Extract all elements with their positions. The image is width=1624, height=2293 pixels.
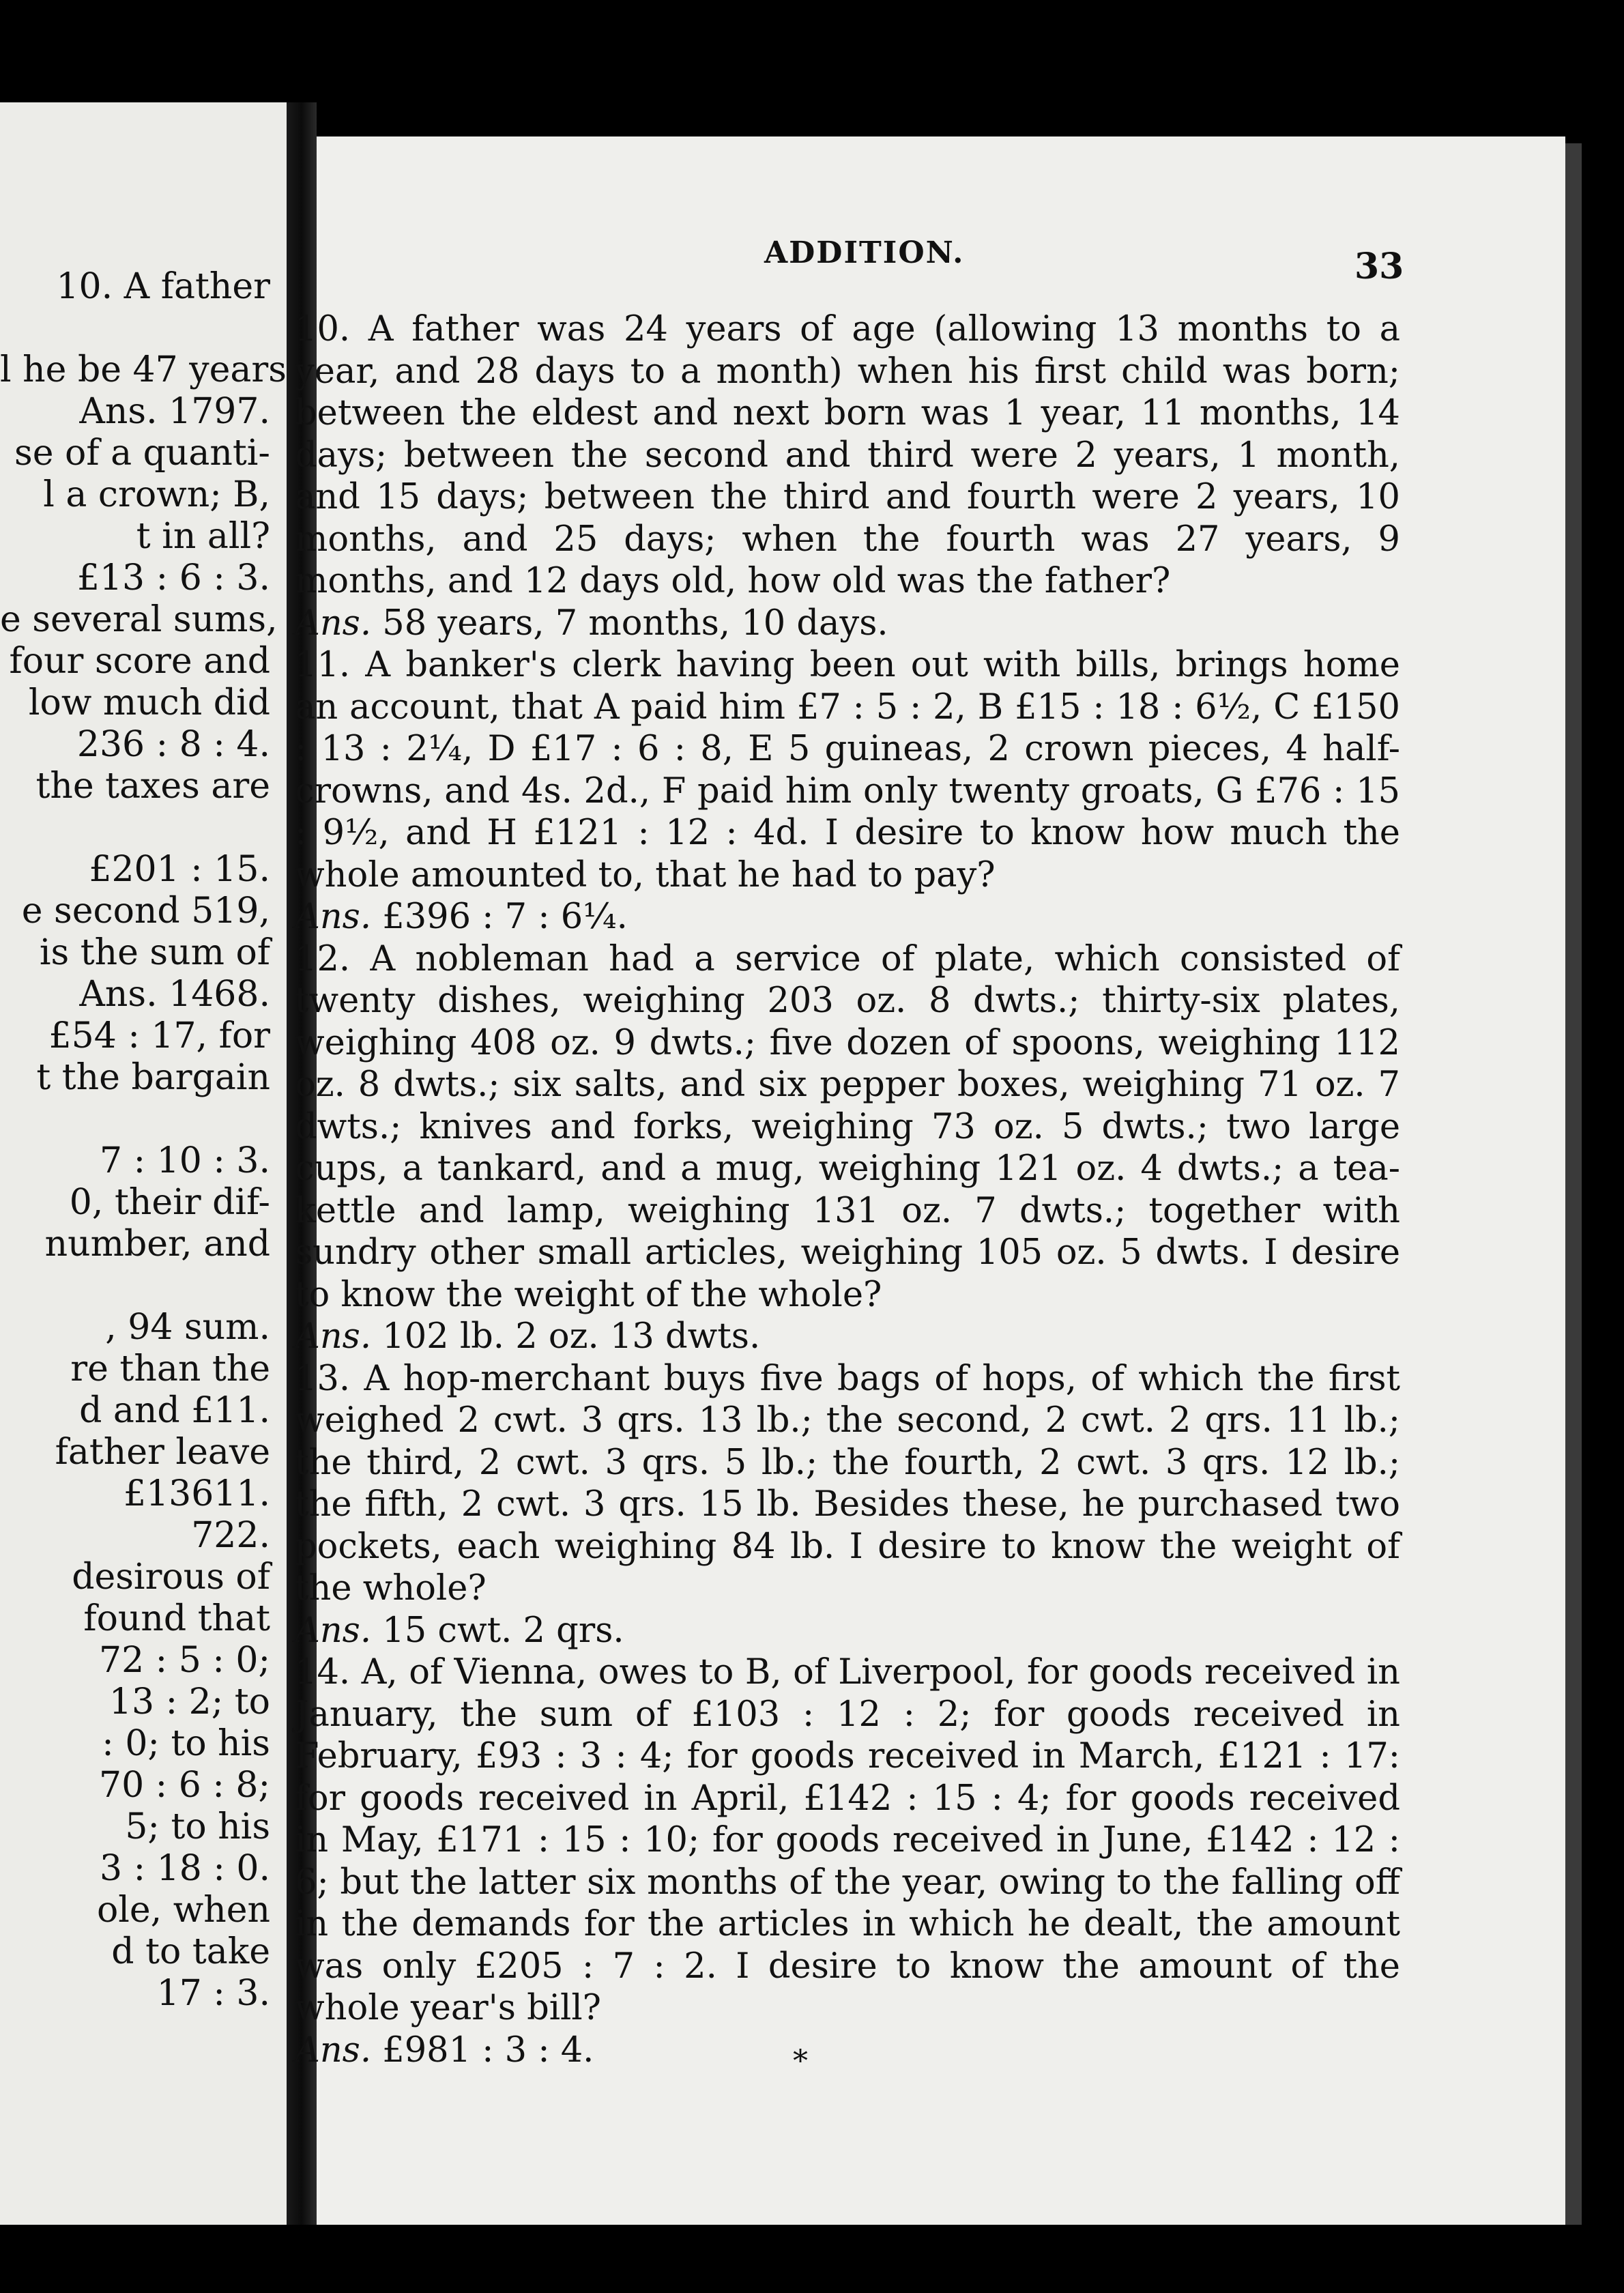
left-page-line: Ans. 1468.	[79, 974, 270, 1015]
left-page-line: , 94 sum.	[105, 1307, 270, 1348]
left-page-line: re than the	[70, 1349, 270, 1389]
problem-text: 12. A nobleman had a service of plate, which consisted of twenty dishes, weighing 203 oz. 8 dwts.; thirty-six plates, weighing 408 oz. 9 dwts.; five dozen of spoons, weighing 112 oz. 8 dwts.; six salts, and six pepper boxes, weighing 71 oz. 7 dwts.; knives and forks, weighing 73 oz. 5 dwts.; two large cups, a tankard, and a mug, weighing 121 oz. 4 dwts.; a tea-kettle and lamp, weighing 131 oz. 7 dwts.; together with sundry other small articles, weighing 105 oz. 5 dwts. I desire to know the weight of the whole?	[295, 938, 1400, 1315]
answer-value: 15 cwt. 2 qrs.	[382, 1610, 624, 1651]
page-body	[295, 308, 1400, 2071]
left-page-line: 17 : 3.	[156, 1973, 270, 2014]
left-page-line: 13 : 2; to	[108, 1682, 270, 1722]
left-page-line: £201 : 15.	[89, 849, 270, 890]
left-page-line: £54 : 17, for	[48, 1015, 270, 1056]
left-page-line: t the bargain	[36, 1057, 270, 1098]
left-page-line: 5; to his	[125, 1806, 270, 1847]
answer	[295, 896, 1400, 938]
left-page-line: four score and	[9, 641, 270, 682]
problem-text: 13. A hop-merchant buys five bags of hops, of which the first weighed 2 cwt. 3 qrs. 13 lb.; the second, 2 cwt. 2 qrs. 11 lb.; the third, 2 cwt. 3 qrs. 5 lb.; the fourth, 2 cwt. 3 qrs. 12 lb.; the fifth, 2 cwt. 3 qrs. 15 lb. Besides these, he purchased two pockets, each weighing 84 lb. I desire to know the weight of the whole?	[295, 1358, 1400, 1609]
left-page-line: se of a quanti-	[14, 433, 270, 474]
left-page-line: t in all?	[136, 516, 270, 557]
answer-label: Ans.	[295, 1610, 372, 1651]
problem-text: 14. A, of Vienna, owes to B, of Liverpool, for goods received in January, the sum of £103 : 12 : 2; for goods received in February, £93 : 3 : 4; for goods received in March, £121 : 17: for goods received in April, £142 : 15 : 4; for goods received in May, £171 : 15 : 10; for goods received in June, £142 : 12 : 6; but the latter six months of the year, owing to the falling off in the demands for the articles in which he dealt, the amount was only £205 : 7 : 2. I desire to know the amount of the whole year's bill?	[295, 1652, 1400, 2028]
left-page-line: is the sum of	[39, 932, 270, 973]
left-page-line: the taxes are	[35, 766, 270, 807]
answer-value: 102 lb. 2 oz. 13 dwts.	[382, 1316, 761, 1357]
problem-10	[295, 308, 1400, 644]
answer-label: Ans.	[295, 2030, 372, 2071]
footer-asterisk: *	[793, 2044, 808, 2079]
left-page-line	[0, 1265, 270, 1307]
answer	[295, 1610, 1400, 1652]
left-page-line: ole, when	[96, 1890, 270, 1931]
problem-14	[295, 1652, 1400, 2071]
left-facing-page	[0, 102, 287, 2225]
left-page-line: 0, their dif-	[69, 1182, 270, 1223]
left-page-line	[0, 807, 270, 849]
answer	[295, 603, 1400, 645]
left-page-line: 236 : 8 : 4.	[76, 724, 270, 765]
problem-11	[295, 644, 1400, 938]
left-page-line: father leave	[55, 1432, 270, 1473]
left-page-line: : 0; to his	[102, 1723, 270, 1764]
left-page-line: £13611.	[123, 1473, 270, 1514]
problem-text: 11. A banker's clerk having been out with bills, brings home an account, that A paid him £7 : 5 : 2, B £15 : 18 : 6½, C £150 : 13 : 2¼, D £17 : 6 : 8, E 5 guineas, 2 crown pieces, 4 half-crowns, and 4s. 2d., F paid him only twenty groats, G £76 : 15 : 9½, and H £121 : 12 : 4d. I desire to know how much the whole amounted to, that he had to pay?	[295, 645, 1400, 895]
left-page-line: 72 : 5 : 0;	[98, 1640, 270, 1681]
left-page-line: l a crown; B,	[43, 474, 270, 515]
left-page-line: 10. A father	[56, 266, 270, 307]
left-page-text-fragments	[0, 266, 287, 2015]
page-number: 33	[1354, 246, 1404, 287]
running-header: ADDITION.	[764, 235, 965, 270]
left-page-line: number, and	[44, 1224, 270, 1265]
left-page-line: d to take	[111, 1931, 270, 1972]
left-page-line	[0, 1099, 270, 1140]
answer-value: £396 : 7 : 6¼.	[382, 897, 628, 937]
answer-label: Ans.	[295, 897, 372, 937]
left-page-line: 3 : 18 : 0.	[99, 1848, 270, 1889]
left-page-line: found that	[83, 1598, 270, 1639]
left-page-line: e several sums,	[0, 599, 278, 640]
left-page-line: low much did	[28, 682, 270, 723]
left-page-line: e second 519,	[21, 891, 270, 932]
left-page-line: d and £11.	[79, 1390, 270, 1431]
problem-13	[295, 1358, 1400, 1652]
answer	[295, 2030, 1400, 2072]
answer	[295, 1316, 1400, 1358]
problem-12	[295, 938, 1400, 1358]
left-page-line: Ans. 1797.	[79, 391, 270, 432]
left-page-line: 722.	[191, 1515, 270, 1556]
left-page-line: desirous of	[72, 1557, 270, 1598]
answer-label: Ans.	[295, 603, 372, 644]
answer-label: Ans.	[295, 1316, 372, 1357]
page-edge-shadow	[1565, 143, 1582, 2225]
left-page-line: £13 : 6 : 3.	[76, 558, 270, 599]
left-page-line: 7 : 10 : 3.	[99, 1140, 270, 1181]
answer-value: 58 years, 7 months, 10 days.	[382, 603, 888, 644]
answer-value: £981 : 3 : 4.	[382, 2030, 594, 2071]
left-page-line: 70 : 6 : 8;	[98, 1765, 270, 1806]
problem-text: 10. A father was 24 years of age (allowing 13 months to a year, and 28 days to a month) when his first child was born; between the eldest and next born was 1 year, 11 months, 14 days; between the second and third were 2 years, 1 month, and 15 days; between the third and fourth were 2 years, 10 months, and 25 days; when the fourth was 27 years, 9 months, and 12 days old, how old was the father?	[295, 309, 1400, 601]
left-page-line: l he be 47 years	[0, 349, 287, 390]
left-page-line	[0, 308, 270, 349]
